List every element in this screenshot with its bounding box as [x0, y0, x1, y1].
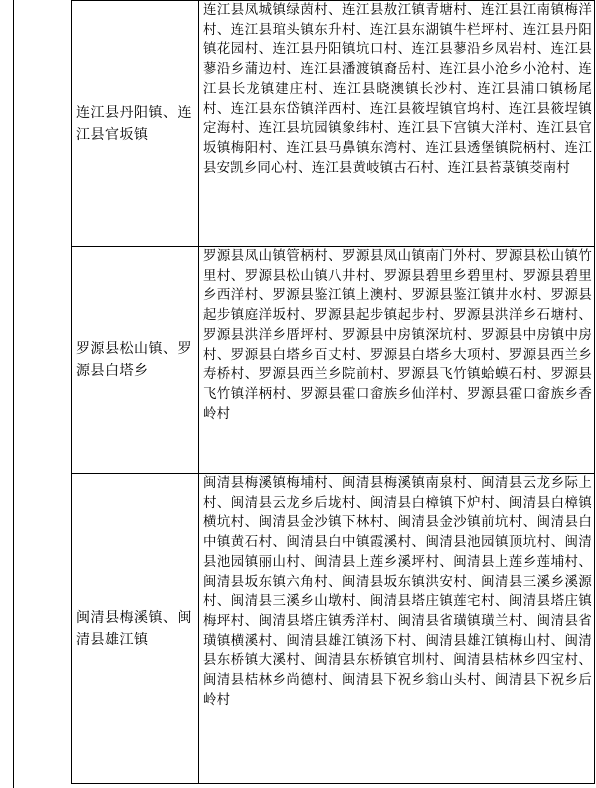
left-column-edge	[0, 0, 14, 788]
villages-text: 连江县凤城镇绿茵村、连江县敖江镇青塘村、连江县江南镇梅洋村、连江县琯头镇东升村、连江县东湖镇牛栏坪村、连江县丹阳镇花园村、连江县丹阳镇坑口村、连江县蓼沿乡凤岩村、连江县蓼沿乡蒲边村、连江县潘渡镇裔岳村、连江县小沧乡小沧村、连江县长龙镇建庄村、连江县晓澳镇长沙村、连江县浦口镇杨尾村、连江县东岱镇洋西村、连江县筱埕镇官坞村、连江县筱埕镇定海村、连江县坑园镇象纬村、连江县下宫镇大洋村、连江县官坂镇梅阳村、连江县马鼻镇东湾村、连江县透堡镇院柄村、连江县安凯乡同心村、连江县黄岐镇古石村、连江县苔菉镇茭南村	[203, 3, 592, 176]
table-row	[72, 247, 595, 474]
region-cell	[72, 474, 199, 784]
table-row	[72, 1, 595, 247]
region-cell	[72, 247, 199, 474]
region-label: 闽清县梅溪镇、闽清县雄江镇	[76, 609, 192, 648]
region-label: 连江县丹阳镇、连江县官坂镇	[76, 104, 192, 143]
villages-text: 罗源县凤山镇管柄村、罗源县凤山镇南门外村、罗源县松山镇竹里村、罗源县松山镇八井村、罗源县碧里乡碧里村、罗源县碧里乡西洋村、罗源县鉴江镇上澳村、罗源县鉴江镇井水村、罗源县起步镇庭洋坂村、罗源县起步镇起步村、罗源县洪洋乡石塘村、罗源县洪洋乡厝坪村、罗源县中房镇深坑村、罗源县中房镇中房村、罗源县白塔乡百丈村、罗源县白塔乡大项村、罗源县西兰乡寿桥村、罗源县西兰乡院前村、罗源县飞竹镇蛤蟆石村、罗源县飞竹镇洋柄村、罗源县霍口畲族乡仙洋村、罗源县霍口畲族乡香岭村	[203, 249, 592, 422]
villages-text: 闽清县梅溪镇梅埔村、闽清县梅溪镇南泉村、闽清县云龙乡际上村、闽清县云龙乡后垅村、闽清县白樟镇下炉村、闽清县白樟镇横坑村、闽清县金沙镇下林村、闽清县金沙镇前坑村、闽清县白中镇黄石村、闽清县白中镇霞溪村、闽清县池园镇顶坑村、闽清县池园镇丽山村、闽清县上莲乡溪坪村、闽清县上莲乡莲埔村、闽清县坂东镇六角村、闽清县坂东镇洪安村、闽清县三溪乡溪源村、闽清县三溪乡山墩村、闽清县塔庄镇莲宅村、闽清县塔庄镇梅坪村、闽清县塔庄镇秀洋村、闽清县省璜镇璜兰村、闽清县省璜镇横溪村、闽清县雄江镇汤下村、闽清县雄江镇梅山村、闽清县东桥镇大溪村、闽清县东桥镇官圳村、闽清县桔林乡四宝村、闽清县桔林乡尚德村、闽清县下祝乡翁山头村、闽清县下祝乡后岭村	[203, 476, 592, 708]
table-row	[72, 474, 595, 784]
region-cell	[72, 1, 199, 247]
villages-cell	[199, 247, 595, 474]
village-table	[71, 0, 595, 784]
villages-cell	[199, 474, 595, 784]
villages-cell	[199, 1, 595, 247]
region-label: 罗源县松山镇、罗源县白塔乡	[76, 341, 192, 379]
